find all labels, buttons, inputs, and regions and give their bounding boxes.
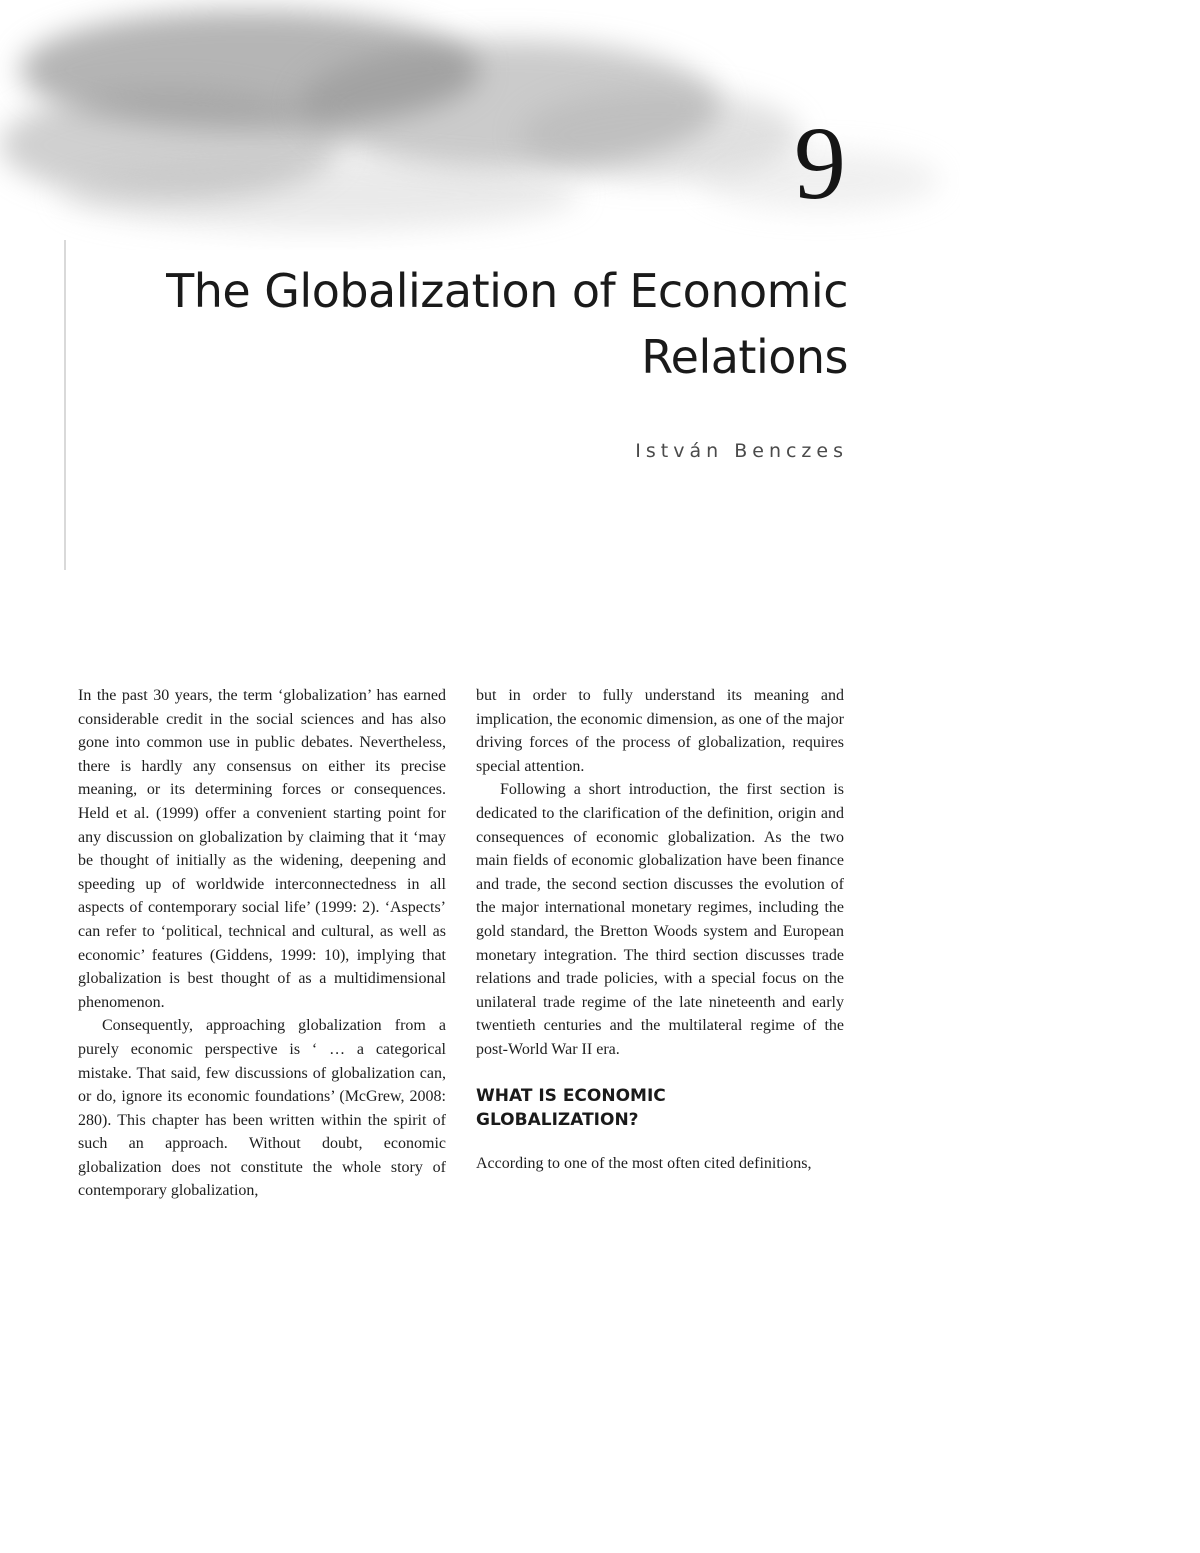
paragraph-consequently: Consequently, approaching globalization from a purely economic perspective is ‘ … a categorical mistake. That said, few discussions of globalization can, or do, ignore its economic foundations’ (McGrew, 2008: 280). This chapter has been written within the spirit of such an approach. Without doubt, economic globalization does not constitute the whole story of contemporary globalization, [78,1017,446,1200]
scan-edge-mark [64,240,66,570]
chapter-title-line-2: Relations [641,330,848,384]
paragraph-continuation: but in order to fully understand its meaning and implication, the economic dimension, as one of the major driving forces of the process of globalization, requires special attention. [476,687,844,775]
author-name: István Benczes [635,440,848,462]
chapter-title-line-1: The Globalization of Economic [166,264,848,318]
chapter-number: 9 [794,106,846,221]
paragraph-chapter-outline: Following a short introduction, the first section is dedicated to the clarification of the definition, origin and consequences of economic globalization. As the two main fields of economic globalization have been finance and trade, the second section discusses the evolution of the major international monetary regimes, including the gold standard, the Bretton Woods system and European monetary integration. The third section discusses trade relations and trade policies, with a special focus on the unilateral trade regime of the late nineteenth and early twentieth centuries and the multilateral regime of the post-World War II era. [476,781,844,1058]
paragraph-intro: In the past 30 years, the term ‘globalization’ has earned considerable credit in the social sciences and has also gone into common use in public debates. Nevertheless, there is hardly any consensus on either its precise meaning, or its determining forces or consequences. Held et al. (1999) offer a convenient starting point for any discussion on globalization by claiming that it ‘may be thought of initially as the widening, deepening and speeding up of worldwide interconnectedness in all aspects of contemporary social life’ (1999: 2). ‘Aspects’ can refer to ‘political, technical and cultural, as well as economic’ features (Giddens, 1999: 10), implying that globalization is best thought of as a multidimensional phenomenon. [78,687,446,1011]
section-heading-line-2: GLOBALIZATION? [476,1109,639,1130]
body-column-left [78,684,446,1203]
section-heading-line-1: WHAT IS ECONOMIC [476,1085,666,1106]
chapter-title [148,258,848,390]
paragraph-definition-intro: According to one of the most often cited definitions, [476,1154,812,1172]
section-heading [476,1084,844,1132]
body-column-right [476,684,844,1175]
